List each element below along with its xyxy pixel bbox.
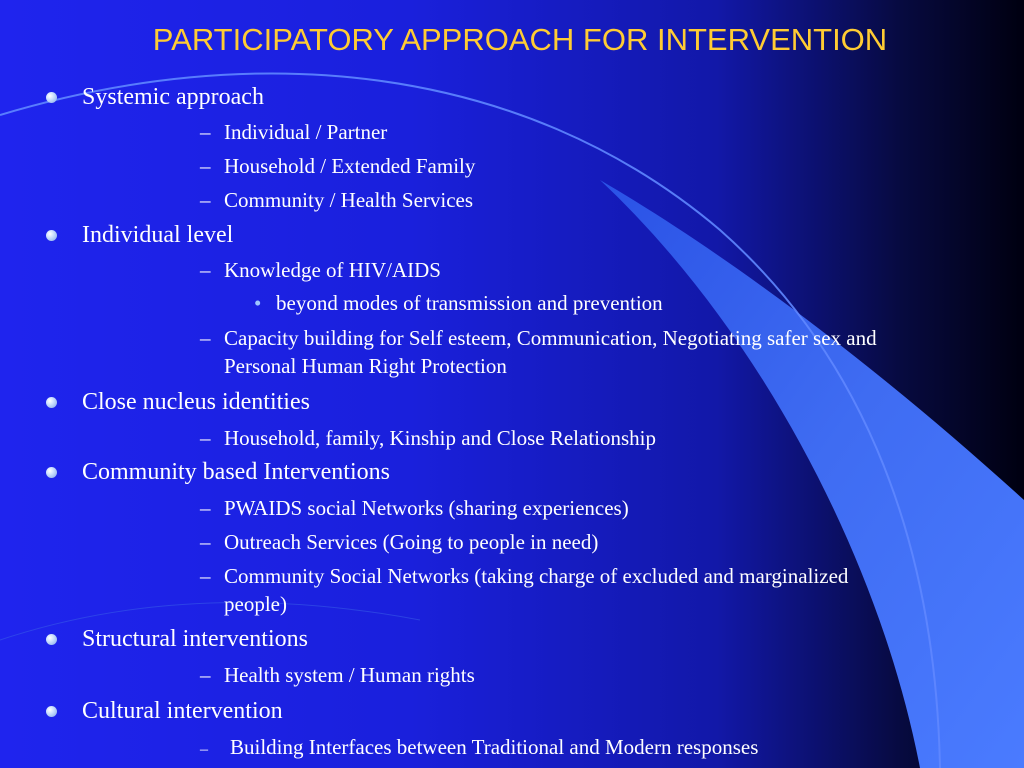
bullet-individual-level xyxy=(82,222,233,249)
subitem xyxy=(200,256,441,284)
dash-icon: – xyxy=(200,154,211,178)
small-bullet-icon: • xyxy=(254,291,262,315)
bullet-text: Systemic approach xyxy=(82,84,264,110)
dash-icon: – xyxy=(200,258,211,282)
subitem xyxy=(200,528,599,556)
dash-icon: – xyxy=(200,663,211,687)
bullet-structural-interventions xyxy=(82,626,308,653)
bullet-text: Cultural intervention xyxy=(82,698,283,724)
bullet-icon xyxy=(46,397,57,408)
dash-icon: – xyxy=(200,426,211,450)
subitem-text: Health system / Human rights xyxy=(224,663,475,687)
bullet-systemic-approach xyxy=(82,84,264,111)
subitem xyxy=(200,324,944,380)
subitem xyxy=(200,562,864,618)
bullet-text: Community based Interventions xyxy=(82,459,390,485)
dash-icon: – xyxy=(200,564,211,588)
subitem xyxy=(200,186,474,214)
dash-icon: – xyxy=(200,741,208,758)
sub-subitem xyxy=(254,291,663,316)
sub-subitem-text: beyond modes of transmission and prevention xyxy=(276,291,663,315)
subitem xyxy=(200,661,475,689)
bullet-icon xyxy=(46,230,57,241)
subitem-text: Household / Extended Family xyxy=(224,154,476,178)
dash-icon: – xyxy=(200,496,211,520)
subitem-text: Outreach Services (Going to people in need) xyxy=(224,530,599,554)
dash-icon: – xyxy=(200,326,211,350)
subitem-text: Individual / Partner xyxy=(224,120,388,144)
subitem xyxy=(200,118,388,146)
bullet-close-nucleus-identities xyxy=(82,389,310,416)
bullet-icon xyxy=(46,706,57,717)
bullet-cultural-intervention xyxy=(82,698,283,725)
subitem-text: Community Social Networks (taking charge of excluded and marginalized people) xyxy=(224,564,849,616)
subitem-text: Building Interfaces between Traditional and Modern responses xyxy=(230,735,759,759)
dash-icon: – xyxy=(200,188,211,212)
dash-icon: – xyxy=(200,120,211,144)
subitem-text: PWAIDS social Networks (sharing experiences) xyxy=(224,496,629,520)
bullet-text: Structural interventions xyxy=(82,626,308,652)
subitem xyxy=(200,494,629,522)
subitem-text: Community / Health Services xyxy=(224,188,474,212)
bullet-icon xyxy=(46,634,57,645)
subitem-text: Household, family, Kinship and Close Relationship xyxy=(224,426,657,450)
subitem-text: Knowledge of HIV/AIDS xyxy=(224,258,441,282)
dash-icon: – xyxy=(200,530,211,554)
subitem-text: Capacity building for Self esteem, Communication, Negotiating safer sex and Personal Human Right Protection xyxy=(224,326,877,378)
subitem xyxy=(200,733,759,761)
subitem xyxy=(200,152,476,180)
bullet-icon xyxy=(46,92,57,103)
bullet-community-based-interventions xyxy=(82,459,390,486)
bullet-text: Individual level xyxy=(82,222,234,248)
slide-title: PARTICIPATORY APPROACH FOR INTERVENTION xyxy=(152,22,888,57)
bullet-text: Close nucleus identities xyxy=(82,389,310,415)
subitem xyxy=(200,424,657,452)
bullet-icon xyxy=(46,467,57,478)
